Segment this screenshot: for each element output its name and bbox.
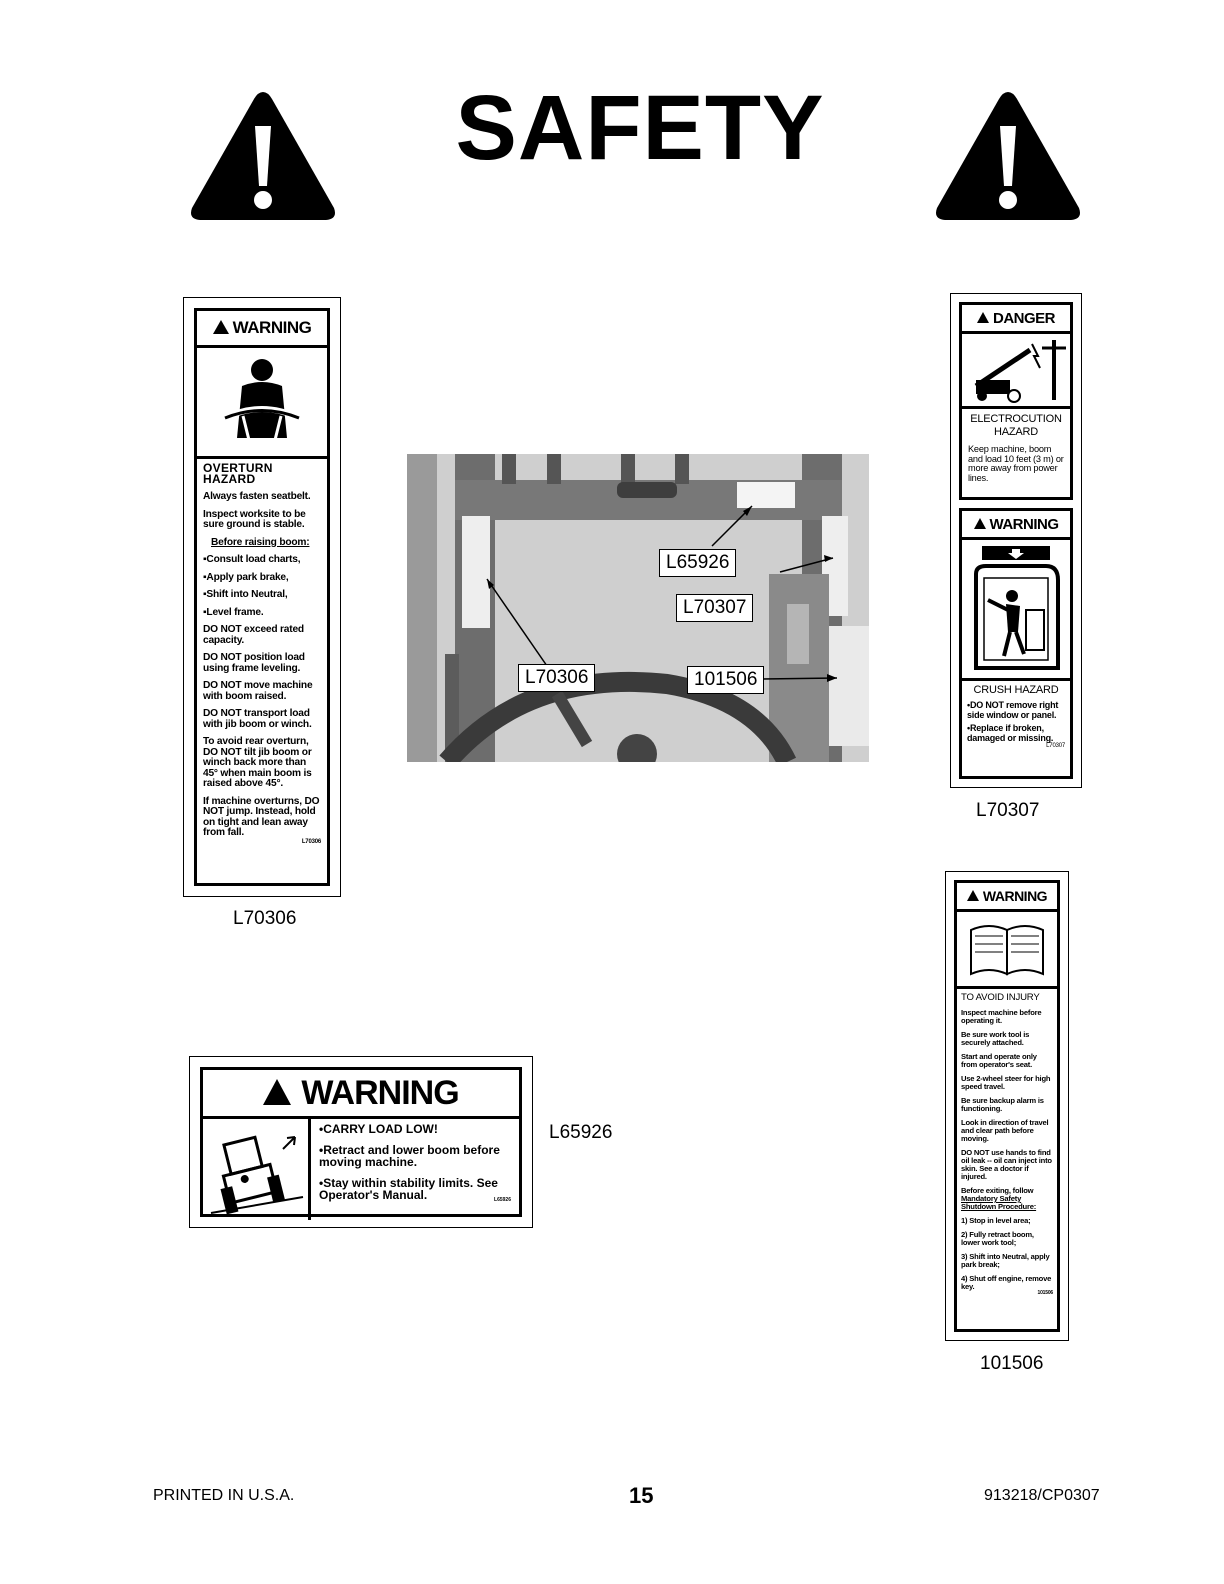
decal-rule: If machine overturns, DO NOT jump. Instead, hold on tight and lean away from fall. [203, 795, 320, 838]
decal-l70306 [183, 297, 341, 897]
decal-bullet: ▪ Shift into Neutral, [203, 590, 321, 601]
decal-line: Keep machine, boom and load 10 feet (3 m) or more away from power lines. [968, 444, 1064, 483]
decal-header: WARNING [957, 883, 1057, 912]
page-title: SAFETY [455, 77, 825, 179]
footer-doc-number: 913218/CP0307 [984, 1487, 1100, 1504]
decal-header: DANGER [962, 305, 1070, 334]
decal-line: Always fasten seatbelt. [203, 491, 311, 502]
decal-bullet: • CARRY LOAD LOW! [319, 1123, 511, 1135]
crush-window-icon [962, 540, 1070, 681]
decal-bullet: • Retract and lower boom before moving machine. [319, 1144, 511, 1168]
warning-triangle-icon [933, 88, 1083, 223]
decal-101506 [945, 871, 1069, 1341]
decal-line: DO NOT use hands to find oil leak -- oil can inject into skin. See a doctor if injured. [961, 1148, 1052, 1181]
footer-printed: PRINTED IN U.S.A. [153, 1487, 295, 1504]
decal-rule: DO NOT position load using frame leveling. [203, 652, 305, 674]
hazard-title: CRUSH HAZARD [973, 684, 1059, 696]
caption-l70307: L70307 [976, 800, 1040, 821]
decal-header: WARNING [203, 1070, 519, 1119]
decal-code: L65926 [494, 1197, 511, 1203]
decal-step: 4) Shut off engine, remove key. [961, 1274, 1052, 1291]
decal-line: Mandatory Safety Shutdown Procedure: [961, 1194, 1037, 1211]
decal-bullet: • Replace if broken, damaged or missing. [967, 724, 1065, 743]
decal-header: WARNING [197, 311, 327, 348]
machine-cab-photo [407, 454, 869, 762]
decal-step: 3) Shift into Neutral, apply park break; [961, 1252, 1050, 1269]
decal-step: 1) Stop in level area; [961, 1216, 1031, 1225]
decal-line: Be sure work tool is securely attached. [961, 1030, 1030, 1047]
decal-line: Use 2-wheel steer for high speed travel. [961, 1074, 1051, 1091]
decal-subheading: Before raising boom: [211, 536, 310, 548]
seatbelt-operator-icon [197, 348, 327, 459]
decal-rule: DO NOT transport load with jib boom or winch. [203, 708, 312, 730]
tilted-loader-icon [203, 1119, 311, 1220]
decal-code: L70306 [301, 838, 321, 845]
callout-101506: 101506 [687, 666, 764, 694]
warning-triangle-icon [213, 320, 229, 334]
decal-code: L70307 [1046, 743, 1065, 749]
decal-l70307 [950, 293, 1082, 788]
decal-bullet: • DO NOT remove right side window or panel. [967, 701, 1065, 720]
hazard-title: OVERTURN HAZARD [203, 461, 273, 486]
warning-triangle-icon [967, 890, 979, 901]
decal-rule: To avoid rear overturn, DO NOT tilt jib boom or winch back more than 45° when main boom is raised above 45°. [203, 736, 312, 789]
decal-line: Be sure backup alarm is functioning. [961, 1096, 1044, 1113]
hazard-title: ELECTROCUTION HAZARD [970, 413, 1062, 438]
decal-line: Inspect machine before operating it. [961, 1008, 1042, 1025]
decal-line: Start and operate only from operator's seat. [961, 1052, 1037, 1069]
callout-l70306: L70306 [518, 664, 595, 692]
decal-header: WARNING [962, 511, 1070, 540]
decal-rule: DO NOT exceed rated capacity. [203, 624, 304, 646]
decal-bullet: ▪ Apply park brake, [203, 573, 321, 584]
caption-101506: 101506 [980, 1353, 1044, 1374]
decal-rule: DO NOT move machine with boom raised. [203, 680, 313, 702]
decal-bullet: ▪ Level frame. [203, 608, 321, 619]
hazard-title: TO AVOID INJURY [961, 992, 1040, 1003]
warning-triangle-icon [974, 518, 986, 529]
callout-l65926: L65926 [659, 549, 736, 577]
warning-triangle-icon [188, 88, 338, 223]
power-line-boom-icon [962, 334, 1070, 409]
caption-l65926: L65926 [549, 1122, 613, 1143]
callout-l70307: L70307 [676, 594, 753, 622]
decal-bullet: ▪ Consult load charts, [203, 555, 321, 566]
page-number: 15 [629, 1483, 654, 1508]
decal-bullet: • Stay within stability limits. See Operator's Manual. [319, 1177, 511, 1201]
decal-line: Before exiting, follow [961, 1186, 1034, 1195]
decal-l65926 [189, 1056, 533, 1228]
caption-l70306: L70306 [233, 908, 297, 929]
warning-triangle-icon [263, 1079, 291, 1105]
decal-line: Look in direction of travel and clear path before moving. [961, 1118, 1049, 1143]
operators-manual-icon [957, 912, 1057, 989]
decal-code: 101506 [1037, 1290, 1053, 1296]
danger-triangle-icon [977, 312, 989, 323]
decal-line: Inspect worksite to be sure ground is stable. [203, 508, 306, 530]
decal-step: 2) Fully retract boom, lower work tool; [961, 1230, 1034, 1247]
